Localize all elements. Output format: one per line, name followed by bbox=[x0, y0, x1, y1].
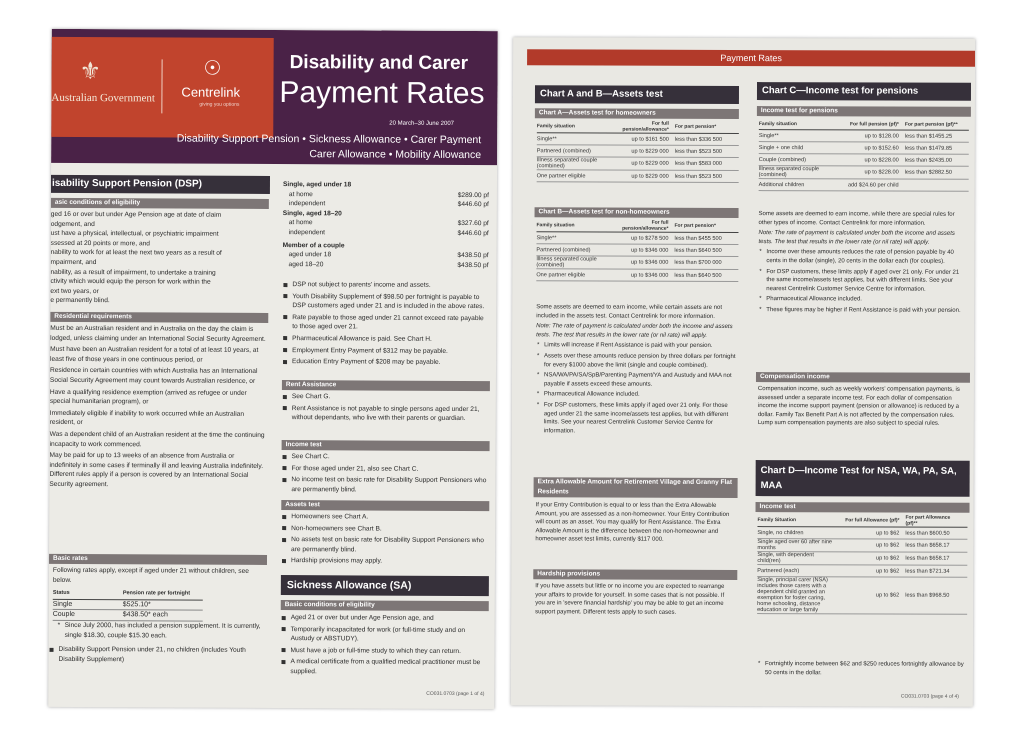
note-text: Note: The rate of payment is calculated under both the income and assets tests. The test that results in the lower rate (or nil rate) will apply. bbox=[758, 230, 955, 246]
eligibility-heading: asic conditions of eligibility bbox=[51, 198, 269, 209]
table-row bbox=[536, 244, 738, 257]
table-header-cell: For full Allowance (pf)* bbox=[845, 517, 900, 524]
eligibility-line: ext two years, or bbox=[50, 287, 99, 295]
table-row bbox=[757, 565, 967, 578]
chartD-heading: Income test bbox=[756, 502, 970, 513]
rate-value: $438.50 pf bbox=[457, 261, 489, 269]
table-cell: up to $62 bbox=[875, 567, 900, 575]
table-cell: less than $658.17 bbox=[905, 555, 950, 562]
table-cell: up to $346 000 bbox=[631, 259, 669, 266]
chartB-notes bbox=[536, 303, 736, 438]
table-cell: less than $640 500 bbox=[674, 247, 722, 254]
chartD-note-text: * Fortnightly income between $62 and $250 reduces fortnightly allowance by 50 cents in the dollar. bbox=[757, 660, 967, 678]
table-header-cell: For part pension (pf)** bbox=[904, 121, 958, 128]
table-cell: up to $228.00 bbox=[864, 169, 899, 176]
basic-rates-intro: Following rates apply, except if aged under 21 without children, see below. bbox=[52, 566, 249, 584]
benefits-list bbox=[151, 131, 481, 163]
table-header-cell: For part Allowance (pf)** bbox=[905, 514, 951, 527]
table-cell: Illness separated couple (combined) bbox=[758, 166, 820, 179]
assets-item: Hardship provisions may apply. bbox=[281, 556, 489, 567]
table-row bbox=[537, 170, 739, 183]
sa-item: Must have a job or full-time study to which they can return. bbox=[281, 646, 489, 657]
eligibility-line: mpairment, and bbox=[50, 258, 97, 267]
sa-text bbox=[280, 613, 488, 680]
table-cell: up to $346 000 bbox=[630, 272, 669, 279]
star-note: * NSA/WA/PA/SA/SpB/Parenting Payment/YA and Austudy and MAA not payable if assets exceed these amounts. bbox=[536, 371, 736, 389]
table-cell: Single aged over 60 after nine months bbox=[757, 539, 833, 552]
star-note: * Limits will increase if Rent Assistance is paid with your pension. bbox=[536, 342, 736, 351]
table-cell: up to $62 bbox=[876, 529, 900, 537]
date-range: 20 March–30 June 2007 bbox=[389, 120, 455, 127]
table-header-cell: For part pension* bbox=[674, 123, 717, 130]
income-item: See Chart C. bbox=[282, 452, 490, 463]
table-row bbox=[759, 142, 969, 155]
under18-title: Single, aged under 18 bbox=[282, 181, 352, 189]
brand-name: Centrelink bbox=[181, 84, 241, 100]
s18-20-title: Single, aged 18–20 bbox=[282, 209, 342, 218]
eligibility-line: ged 16 or over but under Age Pension age at date of claim bbox=[50, 210, 222, 219]
chartA-table bbox=[537, 120, 739, 183]
residential-item: Was a dependent child of an Australian resident at the time the continuing incapacity to work commenced. bbox=[49, 430, 265, 448]
table-cell: Partnered (combined) bbox=[536, 246, 591, 253]
dsp-note-item: Rate payable to those aged under 21 cannot exceed rate payable to those aged over 21. bbox=[282, 313, 490, 333]
table-header-cell: For full pension (pf)* bbox=[849, 120, 899, 128]
rate-value: $438.50 pf bbox=[457, 252, 489, 260]
rate-label: aged 18–20 bbox=[288, 260, 324, 269]
table-cell: Single** bbox=[758, 132, 779, 139]
rates-bullet-text: Disability Support Pension under 21, no children (includes Youth Disability Supplement) bbox=[48, 645, 262, 665]
rate-label: aged under 18 bbox=[288, 251, 332, 259]
table-row bbox=[536, 256, 738, 270]
dsp-note-item: Pharmaceutical Allowance is paid. See Chart H. bbox=[282, 334, 490, 345]
centrelink-logo-icon: ☉ bbox=[203, 57, 222, 80]
eligibility-text bbox=[50, 210, 266, 307]
title-line1: Disability and Carer bbox=[289, 52, 469, 75]
eligibility-line: ctivity which would equip the person for work within the bbox=[50, 277, 211, 286]
table-cell: Additional children bbox=[758, 181, 805, 188]
income-item: No income test on basic rate for Disability Support Pensioners who are permanently blind. bbox=[281, 475, 489, 495]
rate-value: $327.60 pf bbox=[457, 220, 489, 228]
table-cell: Couple (combined) bbox=[758, 156, 807, 163]
table-cell: up to $278 500 bbox=[631, 235, 669, 242]
table-cell: less than $700 000 bbox=[674, 259, 722, 266]
residential-item: Have a qualifying residence exemption (arrived as refugee or under special humanitarian program), or bbox=[49, 388, 247, 406]
table-cell: less than $2435.00 bbox=[904, 157, 953, 164]
rent-text bbox=[282, 392, 490, 426]
chartC-heading: Income test for pensions bbox=[757, 106, 971, 117]
table-row bbox=[536, 232, 738, 245]
rate-value: $446.60 pf bbox=[457, 201, 489, 209]
rates-status: Couple bbox=[52, 611, 75, 619]
table-cell: up to $229 000 bbox=[631, 160, 669, 167]
assets-heading: Assets test bbox=[281, 500, 489, 511]
table-cell: less than $600.50 bbox=[905, 530, 950, 537]
rate-label: independent bbox=[288, 229, 326, 237]
residential-item: Must be an Australian resident and in Australia on the day the claim is lodged, unless claiming under an International Social Security Agreement. bbox=[50, 324, 266, 343]
table-row bbox=[759, 154, 969, 167]
table-cell: up to $62 bbox=[875, 555, 900, 562]
table-cell: less than $523 500 bbox=[674, 148, 723, 155]
eligibility-line: odgement, and bbox=[50, 220, 95, 228]
table-cell: less than $583 000 bbox=[674, 160, 723, 167]
chartD-note bbox=[757, 660, 967, 678]
hardship-text: If you have assets but little or no income you are expected to rearrange your affairs to provide for yourself. In some cases that is not possible. If you are in 'severe financial hardship' you may be able to get an income support payment. Different tests apply to such cases. bbox=[535, 583, 725, 616]
star-note: * For DSP customers, these limits apply if aged over 21 only. For under 21 the same income/assets test applies, but with different limits. See your nearest Centrelink Customer Service Centre for information. bbox=[758, 268, 968, 295]
table-cell: One partner eligible bbox=[536, 172, 586, 179]
table-cell: Single, with dependent child(ren) bbox=[757, 552, 814, 565]
table-header-cell: Family situation bbox=[536, 123, 575, 130]
rates-table bbox=[53, 589, 203, 622]
table-cell: Single + one child bbox=[758, 144, 804, 151]
table-row bbox=[537, 145, 739, 158]
table-row bbox=[757, 539, 967, 553]
table-cell: up to $346 000 bbox=[631, 247, 669, 254]
rates-note bbox=[57, 621, 263, 641]
table-cell: up to $152.60 bbox=[864, 144, 899, 152]
payment-rates-band: Payment Rates bbox=[527, 49, 975, 67]
star-note: * Pharmaceutical Allowance included. bbox=[536, 391, 736, 400]
table-cell: up to $62 bbox=[876, 542, 900, 549]
table-cell: up to $229 000 bbox=[631, 173, 669, 180]
coat-of-arms-icon: ⚜ bbox=[79, 57, 102, 86]
benefits-line1: Disability Support Pension • Sickness Allowance • Carer Payment bbox=[176, 132, 482, 147]
left-page bbox=[48, 29, 498, 709]
residential-item: Residence in certain countries with which Australia has an International Social Security Agreement may count towards Australian residence, or bbox=[49, 367, 258, 385]
table-row bbox=[757, 552, 967, 566]
table-header-cell: For part pension* bbox=[674, 222, 716, 229]
title-line2: Payment Rates bbox=[279, 76, 485, 111]
table-cell: less than $523 500 bbox=[674, 173, 722, 180]
table-header bbox=[757, 514, 967, 528]
table-cell: up to $161 500 bbox=[631, 136, 669, 143]
table-header-cell: Family Situation bbox=[757, 517, 797, 524]
chartD-title: Chart D—Income Test for NSA, WA, PA, SA, MAA bbox=[756, 460, 970, 497]
table-cell: less than $640 500 bbox=[674, 272, 722, 279]
assets-item: Homeowners see Chart A. bbox=[281, 512, 489, 523]
assets-item: Non-homeowners see Chart B. bbox=[281, 524, 489, 535]
under21-rates bbox=[283, 180, 489, 270]
table-cell: Partnered (combined) bbox=[536, 147, 591, 154]
table-cell: less than $2882.50 bbox=[904, 169, 952, 176]
eligibility-line: ust have a physical, intellectual, or psychiatric impairment bbox=[50, 230, 219, 238]
table-cell: less than $721.34 bbox=[905, 568, 950, 575]
table-cell: Partnered (each) bbox=[757, 567, 800, 574]
eligibility-line: nability, as a result of impairment, to undertake a training bbox=[50, 268, 216, 277]
comp-text: Compensation income, such as weekly workers' compensation payments, is assessed under a separate income test. For each dollar of compensation income the income support payment (pension or allowance) is reduced by a dollar. Family Tax Benefit Part A is not affected by the compensation rules. Lump sum compensation payments are also subject to special rules. bbox=[757, 386, 960, 428]
table-cell: Single** bbox=[536, 135, 557, 142]
dsp-title: isability Support Pension (DSP) bbox=[51, 175, 270, 194]
dsp-note-item: Education Entry Payment of $208 may be payable. bbox=[282, 357, 490, 368]
table-cell: less than $658.17 bbox=[905, 542, 950, 549]
table-header bbox=[537, 120, 739, 134]
rate-value: $446.60 pf bbox=[457, 229, 489, 238]
rate-value: $289.00 pf bbox=[457, 191, 489, 199]
table-header bbox=[536, 219, 738, 233]
eligibility-line: nability to work for at least the next two years as a result of bbox=[50, 249, 222, 258]
rates-col-rate: Pension rate per fortnight bbox=[122, 590, 191, 597]
table-row bbox=[536, 269, 738, 282]
rates-bullet bbox=[48, 645, 262, 665]
table-row bbox=[757, 527, 967, 540]
table-cell: less than $455 500 bbox=[674, 235, 722, 242]
table-cell: One partner eligible bbox=[536, 271, 586, 278]
table-cell: Illness separated couple (combined) bbox=[536, 256, 597, 269]
table-row bbox=[759, 166, 969, 180]
chartB-heading: Chart B—Assets test for non-homeowners bbox=[535, 207, 739, 218]
note-text: Some assets are deemed to earn income, while there are special rules for other types of income. Contact Centrelink for more information. bbox=[758, 211, 955, 227]
couple-title: Member of a couple bbox=[282, 241, 345, 249]
table-cell: Single, no children bbox=[757, 529, 804, 536]
income-heading: Income test bbox=[282, 440, 490, 451]
rent-item: See Chart G. bbox=[282, 392, 490, 403]
rates-value: $525.10* bbox=[122, 600, 151, 608]
residential-heading: Residential requirements bbox=[50, 312, 268, 323]
table-cell: less than $968.50 bbox=[905, 592, 950, 599]
header-banner bbox=[51, 29, 498, 165]
logo-divider bbox=[161, 59, 162, 113]
star-note: * For DSP customers, these limits apply if aged over 21 only. For those aged under 21 the same income/assets test applies, but with different limits. See your nearest Centrelink Customer Service Centre for information. bbox=[536, 401, 736, 436]
star-note: * Income over these amounts reduces the rate of pension payable by 40 cents in the dollar (single), 20 cents in the dollar each (for couples). bbox=[758, 248, 968, 266]
brand-tagline: giving you options bbox=[199, 101, 240, 108]
rate-label: at home bbox=[288, 219, 313, 227]
table-cell: Illness separated couple (combined) bbox=[536, 157, 598, 170]
dsp-note-item: DSP not subject to parents' income and assets. bbox=[282, 280, 490, 291]
table-header-cell: Family situation bbox=[758, 120, 797, 127]
dsp-note-item: Employment Entry Payment of $312 may be payable. bbox=[282, 346, 490, 357]
rates-value: $438.50* each bbox=[122, 611, 168, 619]
right-page bbox=[511, 37, 975, 707]
extra-heading: Extra Allowable Amount for Retirement Village and Granny Flat Residents bbox=[534, 477, 738, 498]
chartD-table bbox=[757, 514, 967, 615]
assets-text bbox=[281, 512, 489, 569]
table-header-cell: For full pension/allowance* bbox=[622, 219, 669, 232]
rates-note-text: * Since July 2000, has included a pension supplement. It is currently, single $18.30, couple $15.30 each. bbox=[57, 621, 263, 641]
dsp-notes bbox=[282, 280, 490, 370]
table-cell: Single** bbox=[536, 234, 557, 241]
table-cell: less than $1455.25 bbox=[904, 133, 953, 140]
income-text bbox=[281, 452, 489, 497]
dsp-note-item: Youth Disability Supplement of $98.50 per fortnight is payable to DSP customers aged under 21 and is included in the above rates. bbox=[282, 292, 490, 312]
residential-item: Must have been an Australian resident for a total of at least 10 years, at least five of those years in one continuous period, or bbox=[50, 346, 259, 364]
assets-item: No assets test on basic rate for Disability Support Pensioners who are permanently blind. bbox=[281, 535, 489, 555]
eligibility-line: e permanently blind. bbox=[50, 297, 110, 305]
table-header bbox=[759, 118, 969, 131]
chartC-notes bbox=[758, 210, 968, 317]
table-cell: add $24.60 per child bbox=[847, 181, 899, 189]
residential-text bbox=[49, 324, 266, 493]
table-cell: up to $128.00 bbox=[864, 132, 899, 140]
logo-panel bbox=[51, 37, 274, 138]
table-row bbox=[757, 577, 967, 615]
star-note: * Assets over these amounts reduce pension by three dollars per fortnight for every $1000 above the limit (single and couple combined). bbox=[536, 352, 736, 370]
sa-item: A medical certificate from a qualified medical practitioner must be supplied. bbox=[280, 657, 488, 677]
table-header-cell: Family situation bbox=[536, 222, 575, 229]
star-note: * Pharmaceutical Allowance included. bbox=[758, 295, 968, 304]
rent-item: Rent Assistance is not payable to single persons aged under 21, without dependants, who live with their parents or guardian. bbox=[282, 404, 490, 424]
hardship-heading: Hardship provisions bbox=[533, 569, 737, 580]
sa-elig-heading: Basic conditions of eligibility bbox=[281, 600, 489, 611]
rates-col-status: Status bbox=[52, 589, 70, 596]
table-row bbox=[759, 130, 969, 143]
sa-item: Temporarily incapacitated for work (or full-time study and on Austudy or ABSTUDY). bbox=[281, 625, 489, 645]
chartC-title: Chart C—Income test for pensions bbox=[757, 82, 971, 101]
table-row bbox=[537, 133, 739, 146]
comp-heading: Compensation income bbox=[756, 372, 970, 383]
chartC-table bbox=[759, 118, 969, 192]
table-header-cell: For full pension/allowance* bbox=[622, 120, 669, 133]
rates-status: Single bbox=[52, 600, 73, 608]
gov-label: Australian Government bbox=[51, 91, 156, 105]
residential-item: May be paid for up to 13 weeks of an absence from Australia or indefinitely in some cases if terminally ill and leaving Australia indefinitely. Different rules apply if a person is covered by an International Social Security agreement. bbox=[49, 451, 264, 489]
sa-title: Sickness Allowance (SA) bbox=[281, 575, 489, 596]
income-item: For those aged under 21, also see Chart C. bbox=[281, 464, 489, 475]
table-cell: less than $336 500 bbox=[674, 136, 723, 143]
table-row bbox=[759, 179, 969, 192]
page-footer: CO031.0703 (page 1 of 4) bbox=[426, 690, 485, 698]
table-cell: Single, principal carer (NSA) includes those carers with a dependent child granted an exemption for foster caring, home schooling, distance education or large family bbox=[757, 577, 828, 614]
table-cell: up to $62 bbox=[875, 592, 900, 599]
table-row bbox=[537, 157, 739, 171]
note-text: Note: The rate of payment is calculated under both the income and assets tests. The test that results in the lower rate (or nil rate) will apply. bbox=[536, 323, 733, 339]
extra-text: If your Entry Contribution is equal to or less than the Extra Allowable Amount, you are assessed as a non-homeowner. Your Entry Contribution will count as an asset. You may qualify for Rent Assistance. The Extra Allowable Amount is the difference between the non-homeowner and homeowner asset test limits, currently $117 000. bbox=[535, 502, 730, 544]
table-cell: up to $229 000 bbox=[631, 148, 669, 155]
note-text: Some assets are deemed to earn income, while certain assets are not included in the assets test. Contact Centrelink for more information. bbox=[536, 304, 722, 320]
sa-item: Aged 21 or over but under Age Pension age, and bbox=[281, 613, 489, 624]
eligibility-line: ssessed at 20 points or more, and bbox=[50, 239, 151, 248]
rent-heading: Rent Assistance bbox=[282, 380, 490, 391]
residential-item: Immediately eligible if inability to work occurred while an Australian resident, or bbox=[49, 409, 245, 427]
page-footer: CO031.0703 (page 4 of 4) bbox=[900, 693, 959, 700]
chartB-table bbox=[536, 219, 738, 282]
chartA-heading: Chart A—Assets test for homeowners bbox=[535, 108, 739, 119]
table-cell: less than $1479.85 bbox=[904, 145, 953, 152]
benefits-line2: Carer Allowance • Mobility Allowance bbox=[309, 148, 482, 162]
chartAB-title: Chart A and B—Assets test bbox=[535, 85, 739, 104]
rate-label: independent bbox=[288, 200, 326, 208]
basic-rates-heading: Basic rates bbox=[49, 554, 267, 565]
table-cell: up to $228.00 bbox=[864, 156, 899, 164]
star-note: * These figures may be higher if Rent Assistance is paid with your pension. bbox=[758, 306, 968, 315]
rate-label: at home bbox=[288, 190, 313, 198]
